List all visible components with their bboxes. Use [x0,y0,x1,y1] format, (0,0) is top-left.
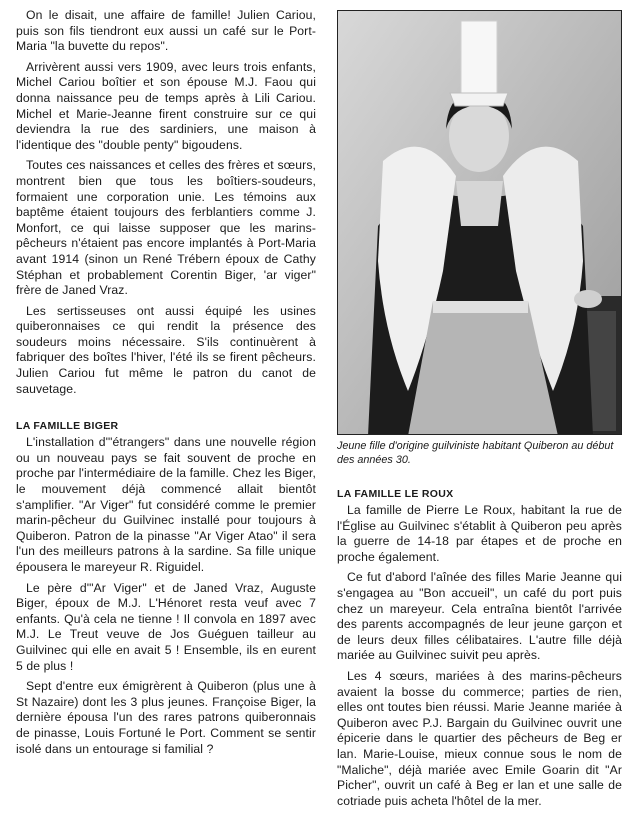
section-heading-biger: LA FAMILLE BIGER [16,420,119,433]
paragraph: Arrivèrent aussi vers 1909, avec leurs trois enfants, Michel Cariou boîtier et son épouse M.J. Faou qui donna naissance peu de temps après à Lili Cariou. Michel et Marie-Jeanne firent construire sur ce qui deviendra la rue des sardiniers, une maison à l'identique des "double penty" bigoudens. [16,59,316,152]
right-column [337,488,622,814]
photo-caption: Jeune fille d'origine guilviniste habitant Quiberon au début des années 30. [337,440,614,466]
left-column [16,0,316,762]
portrait-illustration [338,11,622,435]
paragraph: Sept d'entre eux émigrèrent à Quiberon (plus une à St Nazaire) dont les 3 plus jeunes. Françoise Biger, la dernière épousa l'un des rares patrons quiberonnais de pinasse, Louis Fortuné le Port. Comment se sentir isolé dans un entourage si familial ? [16,679,316,756]
section-heading-le-roux: LA FAMILLE LE ROUX [337,488,454,500]
portrait-photo [337,10,622,435]
paragraph: Toutes ces naissances et celles des frères et sœurs, montrent bien que tous les boîtiers-soudeurs, formaient une corporation unie. Les témoins aux baptême étaient toujours des ferblantiers comme J. Monfort, ce qui laisse supposer que les marins-pêcheurs n'étaient pas encore implantés à Port-Maria avant 1914 (sinon un René Trébern époux de Cathy Stéphan et probablement Corentin Biger, 'ar viger" frère de Janed Vraz. [16,158,316,298]
paragraph: La famille de Pierre Le Roux, habitant la rue de l'Église au Guilvinec s'établit à Quiberon peu après la guerre de 14-18 par étapes et de proche en proche également. [337,503,622,564]
paragraph: Ce fut d'abord l'aînée des filles Marie Jeanne qui s'engagea au "Bon accueil", un café du port puis chez un mareyeur. Cela entraîna bientôt l'arrivée des parents accompagnés de leur jeune garçon et de leurs deux filles célibataires. L'autre fille déjà mariée au Guilvinec suivit peu après. [337,570,622,663]
paragraph: On le disait, une affaire de famille! Julien Cariou, puis son fils tiendront eux aussi un café sur le Port-Maria "la buvette du repos". [16,8,316,54]
paragraph: Le père d'"Ar Viger" et de Janed Vraz, Auguste Biger, époux de M.J. L'Hénoret resta veuf avec 7 enfants. Qu'à cela ne tienne ! Il convola en 1897 avec M.J. Le Treut veuve de Jos Guéguen tailleur au Guilvinec qui elle en avait 5 ! Ensemble, ils en eurent 5 de plus ! [16,580,316,673]
paragraph: Les 4 sœurs, mariées à des marins-pêcheurs avaient la bosse du commerce; parties de rien, elles ont toutes bien réussi. Marie Jeanne mariée à Quiberon avec P.J. Bargain du Guilvinec ouvrit une épicerie dans le quartier des pêcheurs de Beg er lan. Marie-Louise, mieux connue sous le nom de "Maliche", déjà mariée avec Emile Goarin dit "Ar Picher", ouvrit un café à Beg er lan et une salle de cotriade puis acheta l'hôtel de la mer. [337,668,622,808]
paragraph: L'installation d'"étrangers" dans une nouvelle région ou un nouveau pays se fait souvent de proche en proche par l'intermédiaire de la famille. Chez les Biger, le mouvement déjà commencé allait bientôt s'amplifier. "Ar Viger" fut considéré comme le premier marin-pêcheur du Guilvinec installé pour toujours à Quiberon. Patron de la pinasse "Ar Viger Atao" il sera l'un des meilleurs patrons à la sardine. Sa fille unique épousera le mareyeur R. Riguidel. [16,435,316,574]
paragraph: Les sertisseuses ont aussi équipé les usines quiberonnaises ce qui rendit la présence des soudeurs moins nécessaire. S'ils continuèrent à fabriquer des boîtes l'hiver, l'été ils se firent pêcheurs. Julien Cariou fut même le patron du canot de sauvetage. [16,303,316,396]
